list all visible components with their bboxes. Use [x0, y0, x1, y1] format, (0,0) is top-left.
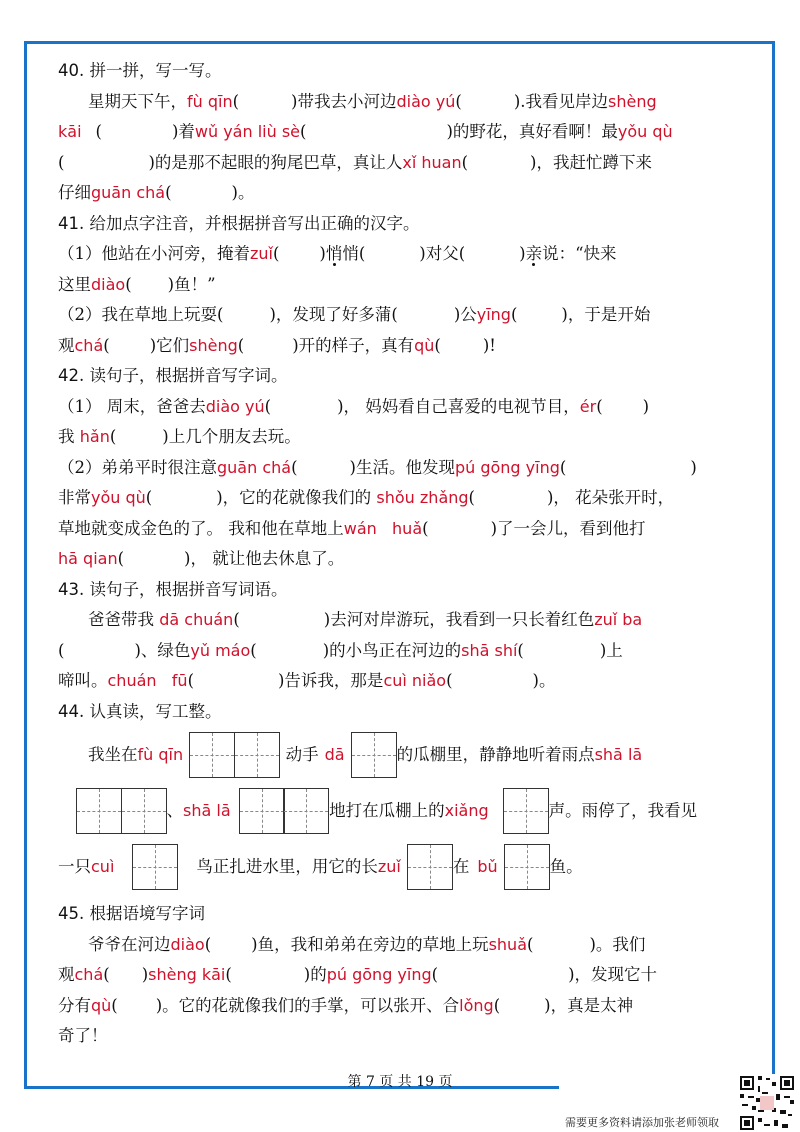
q42-title: 42. 读句子，根据拼音写字词。	[58, 366, 288, 385]
q45-line-3: 分有qù( )。它的花就像我们的手掌，可以张开、合lǒng( )，真是太神	[58, 995, 634, 1015]
worksheet-content	[58, 56, 758, 1052]
tianzige-box[interactable]	[234, 732, 280, 778]
q41-line-4: 观chá( )它们shèng( )开的样子，真有qù( )!	[58, 335, 496, 355]
q43-title: 43. 读句子，根据拼音写词语。	[58, 579, 288, 599]
q42-line-5: 草地就变成金色的了。 我和他在草地上wán huǎ( )了一会儿，看到他打	[58, 518, 646, 538]
q43-line-2: ( )、绿色yǔ máo( )的小鸟正在河边的shā shí( )上	[58, 640, 623, 660]
q40-line-1: 星期天下午，fù qīn( )带我去小河边diào yú( ).我看见岸边shèng	[88, 91, 657, 111]
q43-line-3: 啼叫。chuán fū( )告诉我，那是cuì niǎo( )。	[58, 671, 556, 690]
q40-line-3: ( )的是那不起眼的狗尾巴草，真让人xǐ huan( )，我赶忙蹲下来	[58, 152, 652, 172]
q42-line-1: （1） 周末，爸爸去diào yú( )， 妈妈看自己喜爱的电视节目，ér( )	[58, 396, 650, 416]
q45-title: 45. 根据语境写字词	[58, 904, 205, 923]
tianzige-box[interactable]	[407, 844, 453, 890]
tianzige-box[interactable]	[503, 788, 549, 834]
q45-line-2: 观chá( )shèng kāi( )的pú gōng yīng( )，发现它十	[58, 965, 658, 984]
q44-line-3: 一只 cuì 鸟正扎进水里，用它的长 zuǐ 在 bǔ 鱼。	[58, 839, 758, 895]
dotted-char: 亲	[525, 244, 543, 263]
page-footer: 第 7 页 共 19 页	[347, 1074, 453, 1090]
q44-line-2: 、 shā lā 地打在瓜棚上的 xiǎng 声。雨停了，我看见	[58, 783, 758, 839]
q41-line-2: 这里diào( )鱼！”	[58, 274, 216, 294]
qr-code-icon[interactable]	[738, 1074, 796, 1132]
tianzige-box[interactable]	[121, 788, 167, 834]
q42-line-3: （2）弟弟平时很注意guān chá( )生活。他发现pú gōng yīng( )	[58, 457, 697, 477]
tianzige-box[interactable]	[239, 788, 285, 834]
tianzige-box[interactable]	[283, 788, 329, 834]
tianzige-box[interactable]	[76, 788, 122, 834]
dotted-char: 悄	[325, 244, 343, 263]
q44-title: 44. 认真读，写工整。	[58, 701, 222, 721]
q42-line-4: 非常yǒu qù( )，它的花就像我们的 shǒu zhǎng( )， 花朵张开时，	[58, 488, 675, 507]
q40-title: 40. 拼一拼，写一写。	[58, 61, 222, 80]
q43-line-1: 爸爸带我 dā chuán( )去河对岸游玩，我看到一只长着红色zuǐ ba	[88, 610, 643, 629]
q40-number: 40	[58, 61, 79, 80]
q44-line-1: 我坐在 fù qīn 动手 dā 的瓜棚里，静静地听着雨点 shā lā	[58, 727, 758, 783]
tianzige-box[interactable]	[189, 732, 235, 778]
q40-line-2: kāi ( )着wǔ yán liù sè( )的野花，真好看啊！最yǒu qù	[58, 122, 673, 141]
tianzige-box[interactable]	[132, 844, 178, 890]
q41-line-3: （2）我在草地上玩耍( )，发现了好多蒲( )公yīng( )，于是开始	[58, 305, 651, 324]
q41-line-1: （1）他站在小河旁，掩着zuǐ( )悄悄( )对父( )亲说：“快来	[58, 244, 617, 263]
q45-line-4: 奇了！	[58, 1026, 108, 1045]
qr-note: 需要更多资料请添加张老师领取	[565, 1116, 719, 1129]
tianzige-box[interactable]	[351, 732, 397, 778]
q41-title: 41. 给加点字注音，并根据拼音写出正确的汉字。	[58, 213, 420, 233]
q45-line-1: 爷爷在河边diào( )鱼，我和弟弟在旁边的草地上玩shuǎ( )。我们	[88, 934, 646, 954]
q40-line-4: 仔细guān chá( )。	[58, 183, 255, 202]
q42-line-6: hā qian( )， 就让他去休息了。	[58, 549, 345, 568]
q42-line-2: 我 hǎn( )上几个朋友去玩。	[58, 427, 301, 446]
tianzige-box[interactable]	[504, 844, 550, 890]
